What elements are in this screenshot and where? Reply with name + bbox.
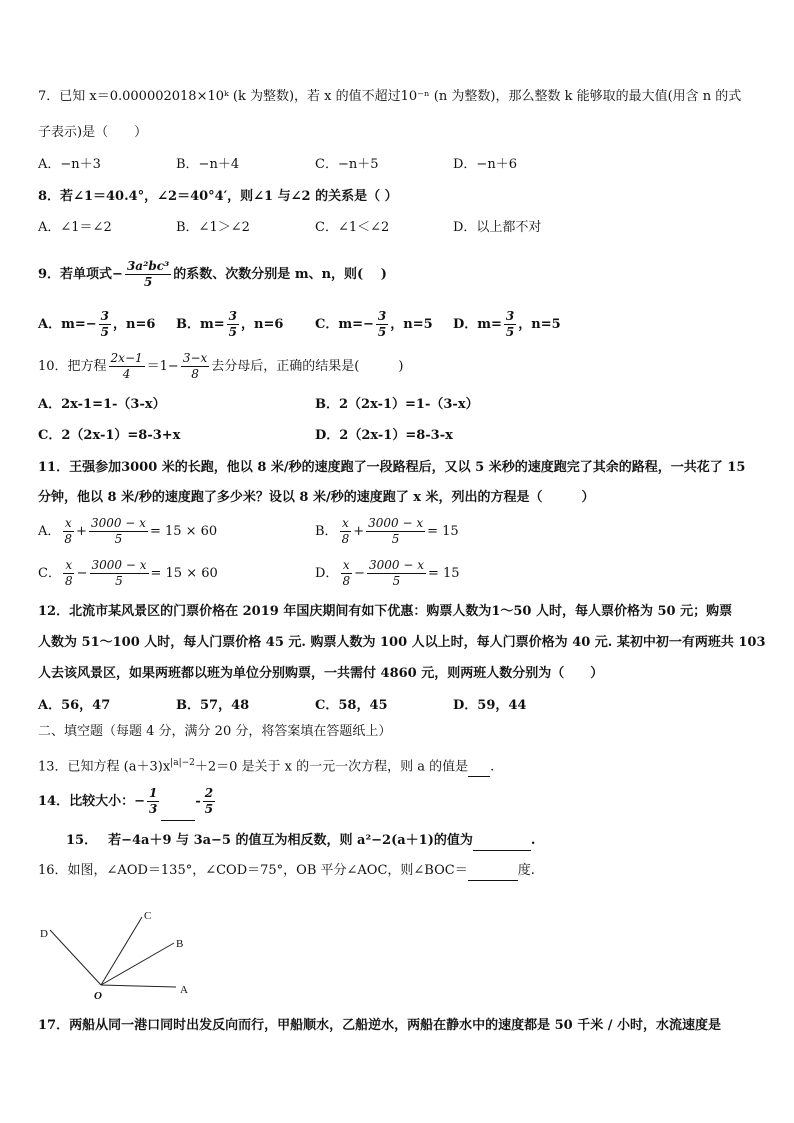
q11-option-a-label: A． xyxy=(38,524,61,539)
q11-option-c-frac-x xyxy=(63,558,75,589)
q10-fraction-2 xyxy=(181,351,209,382)
q9-option-a-fraction xyxy=(99,309,111,340)
q11-option-d-frac-x-den: 8 xyxy=(342,574,351,588)
q9-monomial-numerator: 3a²bc³ xyxy=(126,259,170,273)
q7-option-d: D．−n＋6 xyxy=(453,157,517,172)
q7-option-c: C．−n＋5 xyxy=(315,157,379,172)
q10-stem-pre: 10．把方程 xyxy=(38,359,107,374)
q12-option-a: A．56，47 xyxy=(38,698,111,713)
q10-stem-post: 去分母后，正确的结果是( ) xyxy=(211,359,404,374)
q9-option-b-post: ，n=6 xyxy=(241,317,284,332)
q14-fraction-1 xyxy=(147,786,159,817)
label-b: B xyxy=(176,938,184,950)
q11-option-b-frac-x-den: 8 xyxy=(341,532,350,546)
q9-option-b-num: 3 xyxy=(228,309,237,323)
q8-stem: 8．若∠1＝40.4°，∠2＝40°4′，则∠1 与∠2 的关系是（ ） xyxy=(38,189,398,204)
q8-option-d: D．以上都不对 xyxy=(453,220,542,235)
q11-option-d-frac-x xyxy=(340,558,352,589)
q9-option-d-post: ，n=5 xyxy=(518,317,561,332)
q13-exponent: |a|−2 xyxy=(170,758,195,768)
q11-option-b-frac-rest-den: 5 xyxy=(391,532,400,546)
q14-fraction-1-num: 1 xyxy=(148,786,158,800)
q11-option-a-frac-rest-den: 5 xyxy=(114,532,123,546)
q10-stem xyxy=(38,350,403,384)
q14-answer-blank[interactable] xyxy=(161,784,195,821)
q9-option-c-den: 5 xyxy=(377,325,387,339)
q9-stem-post: 的系数、次数分别是 m、n，则( ) xyxy=(173,267,387,282)
q7-stem-line2: 子表示)是（ ） xyxy=(38,125,148,140)
q8-option-a: A．∠1＝∠2 xyxy=(38,220,112,235)
q15-stem-end: . xyxy=(530,833,536,848)
q13-stem xyxy=(38,754,494,777)
q16-stem-end: 度. xyxy=(517,863,535,878)
q9-option-c xyxy=(315,308,433,342)
q9-option-c-pre: C．m=− xyxy=(315,317,374,332)
q9-option-d-den: 5 xyxy=(505,325,515,339)
q14-fraction-2 xyxy=(203,786,215,817)
q14-fraction-2-num: 2 xyxy=(204,786,214,800)
label-o: O xyxy=(94,990,102,1002)
q10-fraction-2-den: 8 xyxy=(191,367,199,381)
q11-option-c-frac-rest xyxy=(90,558,149,589)
q9-monomial-denominator: 5 xyxy=(143,275,153,289)
q11-stem-line2: 分钟，他以 8 米/秒的速度跑了多少米？设以 8 米/秒的速度跑了 x 米，列出的方程是（ ） xyxy=(38,490,595,505)
q11-option-c-frac-rest-num: 3000 − x xyxy=(91,558,147,572)
q11-option-c-op: − xyxy=(76,566,88,581)
q7-stem-line1: 7．已知 x＝0.000002018×10ᵏ (k 为整数)，若 x 的值不超过10⁻ⁿ (n 为整数)，那么整数 k 能够取的最大值(用含 n 的式 xyxy=(38,89,742,104)
q11-option-c-frac-rest-den: 5 xyxy=(115,574,123,588)
q13-answer-blank[interactable] xyxy=(468,758,490,777)
q15-answer-blank[interactable] xyxy=(473,832,531,851)
q13-stem-post: ＋2＝0 是关于 x 的一元一次方程，则 a 的值是 xyxy=(194,759,469,775)
q9-option-d-fraction xyxy=(504,309,516,340)
q8-option-c: C．∠1＜∠2 xyxy=(315,220,390,235)
q11-option-a-frac-x-den: 8 xyxy=(64,532,73,546)
q11-option-c-frac-x-num: x xyxy=(65,558,73,572)
q11-option-a-op: + xyxy=(76,524,87,539)
q11-option-d-frac-x-num: x xyxy=(342,558,350,572)
q11-option-b xyxy=(315,515,459,549)
q9-option-d-pre: D．m= xyxy=(453,317,502,332)
q9-option-b xyxy=(176,308,283,342)
q11-option-b-frac-rest xyxy=(366,516,425,547)
q11-option-b-frac-x-num: x xyxy=(341,516,349,530)
q9-option-a xyxy=(38,308,155,342)
q10-stem-mid: ＝1− xyxy=(146,359,179,374)
q9-option-a-num: 3 xyxy=(100,309,109,323)
q11-option-d-op: − xyxy=(354,566,365,581)
q10-fraction-1-num: 2x−1 xyxy=(110,351,143,365)
q9-option-b-fraction xyxy=(227,309,239,340)
q11-option-d-frac-rest-num: 3000 − x xyxy=(368,558,424,572)
q11-option-a-rhs: = 15 × 60 xyxy=(149,524,218,539)
q9-option-d-num: 3 xyxy=(505,309,515,323)
section-2-heading: 二、填空题（每题 4 分，满分 20 分，将答案填在答题纸上） xyxy=(38,724,392,739)
q11-option-a xyxy=(38,515,217,549)
q11-option-a-frac-x xyxy=(62,516,74,547)
q16-answer-blank[interactable] xyxy=(468,862,518,881)
q11-option-c-label: C． xyxy=(38,566,61,581)
q11-option-c-frac-x-den: 8 xyxy=(64,574,73,588)
q14-stem-mid: - xyxy=(195,794,201,809)
q7-option-a: A．−n＋3 xyxy=(38,157,101,172)
q11-stem-line1: 11．王强参加3000 米的长跑，他以 8 米/秒的速度跑了一段路程后，又以 5 米秒的速度跑完了其余的路程，一共花了 15 xyxy=(38,460,746,475)
q12-stem-line1: 12．北流市某风景区的门票价格在 2019 年国庆期间有如下优惠：购票人数为1～50 人时，每人票价格为 50 元；购票 xyxy=(38,604,733,619)
q11-option-a-frac-x-num: x xyxy=(64,516,72,530)
q9-option-a-post: ，n=6 xyxy=(113,317,156,332)
q14-fraction-1-den: 3 xyxy=(148,802,158,816)
q10-option-c: C．2（2x-1）=8-3+x xyxy=(38,428,181,443)
q9-stem-pre: 9．若单项式− xyxy=(38,267,123,282)
q9-option-c-num: 3 xyxy=(377,309,387,323)
q12-stem-line2: 人数为 51～100 人时，每人门票价格 45 元. 购票人数为 100 人以上时，每人门票价格为 40 元. 某初中初一有两班共 103 xyxy=(38,635,766,650)
q9-option-a-den: 5 xyxy=(100,325,109,339)
q12-option-d: D．59，44 xyxy=(453,698,527,713)
q9-option-d xyxy=(453,308,561,342)
q11-option-b-rhs: = 15 xyxy=(427,524,459,539)
q9-option-c-fraction xyxy=(376,309,388,340)
q13-stem-end: . xyxy=(490,759,495,775)
q11-option-a-frac-rest-num: 3000 − x xyxy=(90,516,146,530)
q14-stem xyxy=(38,784,217,821)
q11-option-b-frac-x xyxy=(340,516,352,547)
q11-option-b-label: B． xyxy=(315,524,338,539)
q14-stem-pre: 14．比较大小：− xyxy=(38,794,145,809)
q10-option-b: B．2（2x-1）=1-（3-x） xyxy=(315,397,479,412)
q10-fraction-1-den: 4 xyxy=(122,367,131,381)
q10-option-a: A．2x-1=1-（3-x） xyxy=(38,397,166,412)
q7-option-b: B．−n＋4 xyxy=(176,157,240,172)
q9-option-c-post: ，n=5 xyxy=(390,317,433,332)
ray-ob xyxy=(101,943,174,985)
q11-option-d-label: D． xyxy=(315,566,339,581)
q14-fraction-2-den: 5 xyxy=(204,802,214,816)
q11-option-d xyxy=(315,557,460,591)
label-c: C xyxy=(144,910,152,922)
q11-option-c-rhs: = 15 × 60 xyxy=(150,566,218,581)
ray-oa xyxy=(101,985,176,987)
q10-fraction-2-num: 3−x xyxy=(182,351,208,365)
q11-option-b-frac-rest-num: 3000 − x xyxy=(368,516,424,530)
q13-stem-pre: 13．已知方程 (a＋3)x xyxy=(38,759,171,775)
q16-stem xyxy=(38,862,535,881)
q15-stem-pre: 15． 若−4a＋9 与 3a−5 的值互为相反数，则 a²−2(a＋1)的值为 xyxy=(66,833,473,848)
q10-option-d: D．2（2x-1）=8-3-x xyxy=(315,428,453,443)
q11-option-c xyxy=(38,557,218,591)
q10-fraction-1 xyxy=(109,351,145,382)
q8-option-b: B．∠1＞∠2 xyxy=(176,220,250,235)
q11-option-d-frac-rest-den: 5 xyxy=(392,574,401,588)
q15-stem xyxy=(66,832,535,851)
ray-od xyxy=(50,930,101,985)
ray-oc xyxy=(101,917,142,985)
angle-figure xyxy=(30,905,210,1005)
q11-option-d-frac-rest xyxy=(367,558,426,589)
q16-stem-pre: 16．如图，∠AOD＝135°，∠COD＝75°，OB 平分∠AOC，则∠BOC＝ xyxy=(38,863,468,878)
q9-stem xyxy=(38,258,387,292)
q9-option-b-den: 5 xyxy=(228,325,237,339)
q9-option-a-pre: A．m=− xyxy=(38,317,97,332)
q17-stem-line1: 17．两船从同一港口同时出发反向而行，甲船顺水，乙船逆水，两船在静水中的速度都是 50 千米 / 小时，水流速度是 xyxy=(38,1018,722,1033)
q9-monomial-fraction xyxy=(125,259,171,290)
q11-option-b-op: + xyxy=(353,524,365,539)
q11-option-d-rhs: = 15 xyxy=(427,566,460,581)
q12-option-c: C．58，45 xyxy=(315,698,388,713)
label-a: A xyxy=(180,984,188,996)
label-d: D xyxy=(40,928,48,940)
q9-option-b-pre: B．m= xyxy=(176,317,225,332)
q12-stem-line3: 人去该风景区，如果两班都以班为单位分别购票，一共需付 4860 元，则两班人数分别为（ ） xyxy=(38,666,604,681)
q11-option-a-frac-rest xyxy=(89,516,148,547)
q12-option-b: B．57，48 xyxy=(176,698,250,713)
